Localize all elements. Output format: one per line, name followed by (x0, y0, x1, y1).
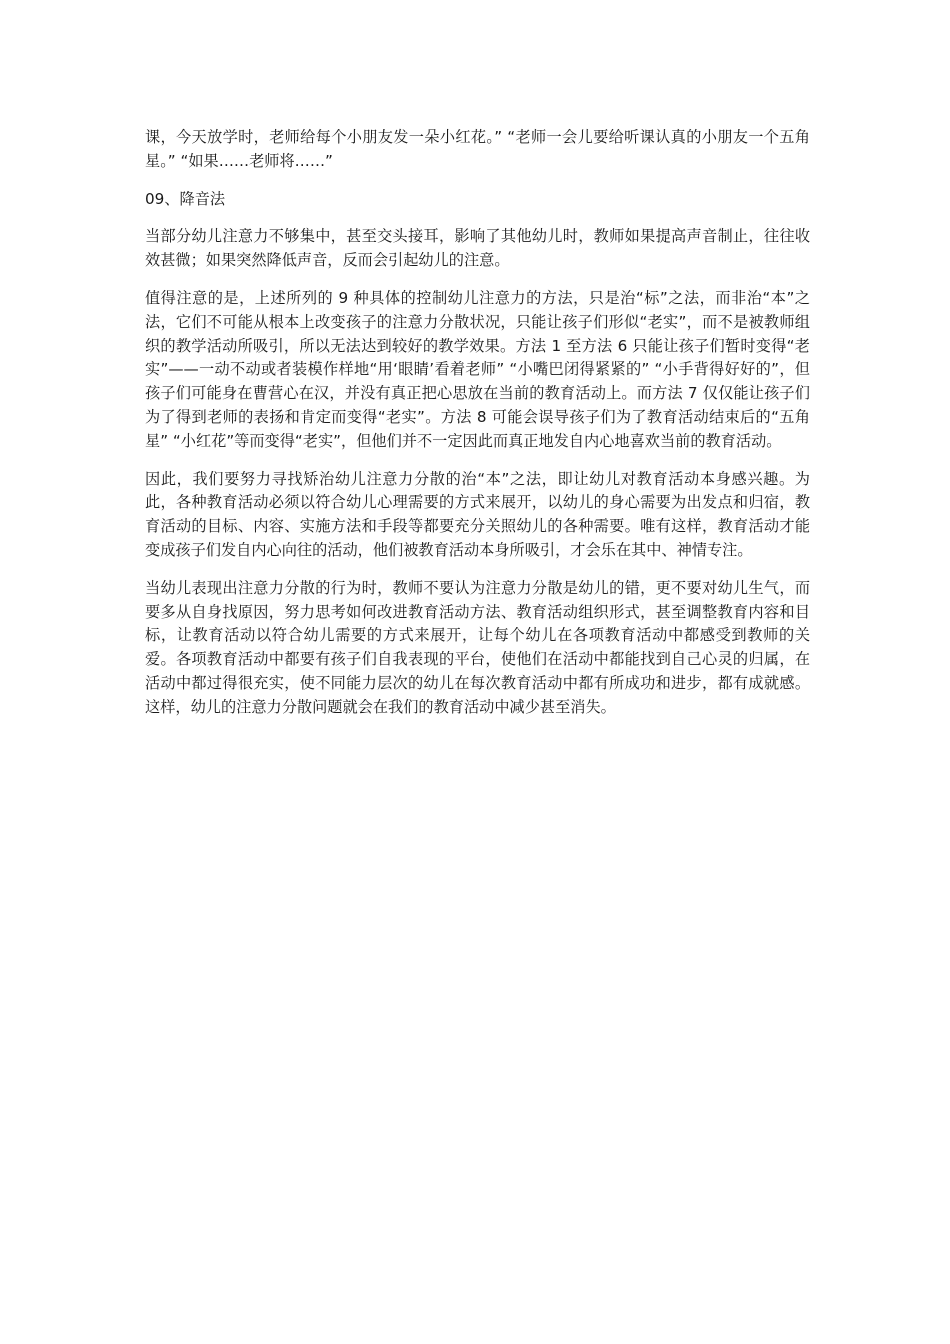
paragraph: 当部分幼儿注意力不够集中，甚至交头接耳，影响了其他幼儿时，教师如果提高声音制止，往往收效甚微；如果突然降低声音，反而会引起幼儿的注意。 (145, 227, 810, 270)
section-heading: 09、降音法 (145, 189, 226, 208)
paragraph: 值得注意的是，上述所列的 9 种具体的控制幼儿注意力的方法，只是治“标”之法，而非治“本”之法，它们不可能从根本上改变孩子的注意力分散状况，只能让孩子们形似“老实”，而不是被教师组织的教学活动所吸引，所以无法达到较好的教学效果。方法 1 至方法 6 只能让孩子们暂时变得“老实”——一动不动或者装模作样地“用‘眼睛’看着老师” “小嘴巴闭得紧紧的” “小手背得好好的”，但孩子们可能身在曹营心在汉，并没有真正把心思放在当前的教育活动上。而方法 7 仅仅能让孩子们为了得到老师的表扬和肯定而变得“老实”。方法 8 可能会误导孩子们为了教育活动结束后的“五角星” “小红花”等而变得“老实”，但他们并不一定因此而真正地发自内心地喜欢当前的教育活动。 (145, 288, 810, 450)
paragraph-continuation: 课，今天放学时，老师给每个小朋友发一朵小红花。” “老师一会儿要给听课认真的小朋友一个五角星。” “如果……老师将……” (145, 128, 810, 170)
paragraph: 当幼儿表现出注意力分散的行为时，教师不要认为注意力分散是幼儿的错，更不要对幼儿生气，而要多从自身找原因，努力思考如何改进教育活动方法、教育活动组织形式，甚至调整教育内容和目标，让教育活动以符合幼儿需要的方式来展开，让每个幼儿在各项教育活动中都感受到教师的关爱。各项教育活动中都要有孩子们自我表现的平台，使他们在活动中都能找到自己心灵的归属，在活动中都过得很充实，使不同能力层次的幼儿在每次教育活动中都有所成功和进步，都有成就感。这样，幼儿的注意力分散问题就会在我们的教育活动中减少甚至消失。 (145, 578, 810, 716)
paragraph: 因此，我们要努力寻找矫治幼儿注意力分散的治“本”之法，即让幼儿对教育活动本身感兴趣。为此，各种教育活动必须以符合幼儿心理需要的方式来展开，以幼儿的身心需要为出发点和归宿，教育活动的目标、内容、实施方法和手段等都要充分关照幼儿的各种需要。唯有这样，教育活动才能变成孩子们发自内心向往的活动，他们被教育活动本身所吸引，才会乐在其中、神情专注。 (145, 469, 810, 559)
document-body (145, 126, 810, 720)
